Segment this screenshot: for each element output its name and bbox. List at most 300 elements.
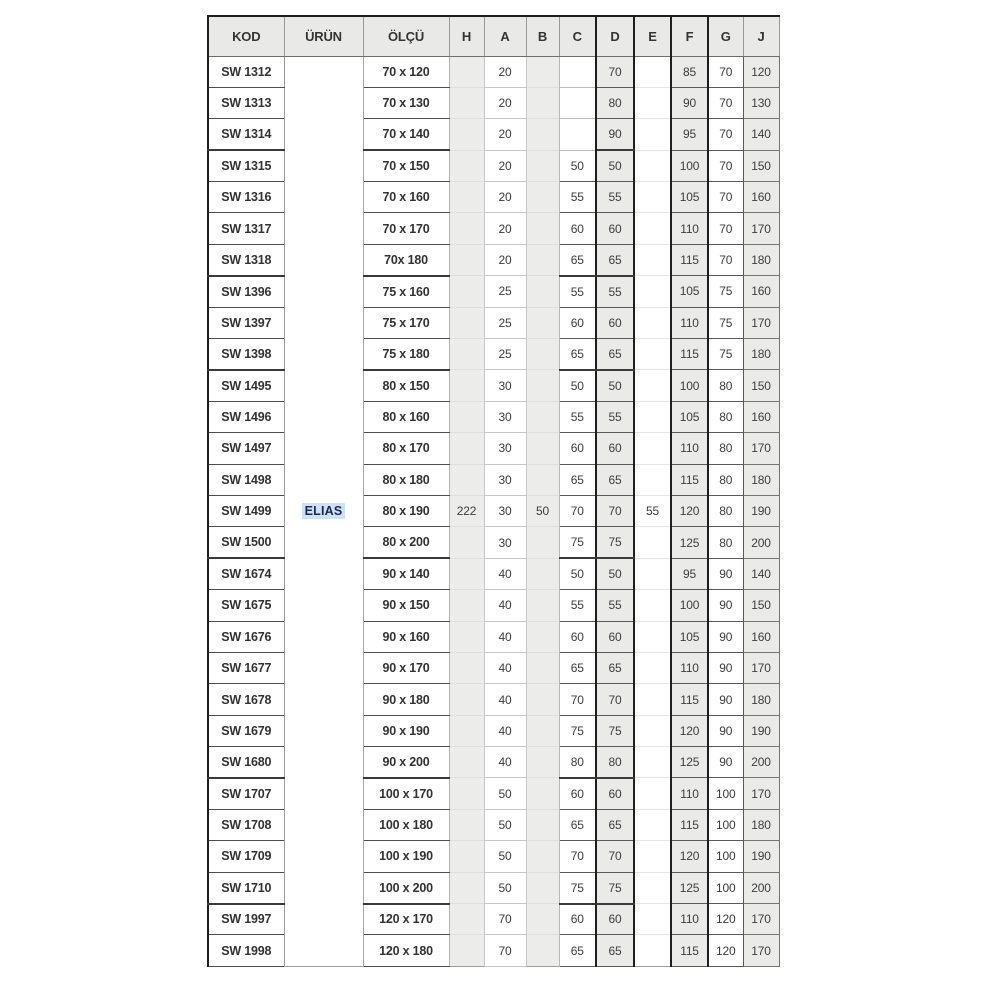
cell-d: 70 [596, 56, 634, 87]
cell-kod: SW 1397 [208, 307, 284, 338]
cell-g: 120 [708, 935, 743, 966]
cell-d: 65 [596, 339, 634, 370]
cell-g: 80 [708, 401, 743, 432]
cell-a: 50 [484, 841, 526, 872]
cell-g: 90 [708, 747, 743, 778]
cell-kod: SW 1997 [208, 904, 284, 935]
cell-a: 70 [484, 935, 526, 966]
cell-h [449, 307, 484, 338]
cell-a: 25 [484, 339, 526, 370]
column-header-e: E [634, 16, 671, 56]
cell-a: 30 [484, 433, 526, 464]
cell-d: 80 [596, 747, 634, 778]
cell-olcu: 90 x 170 [363, 652, 449, 683]
cell-h [449, 276, 484, 307]
cell-kod: SW 1707 [208, 778, 284, 809]
cell-f: 100 [671, 150, 708, 181]
cell-d: 80 [596, 87, 634, 118]
cell-d: 70 [596, 495, 634, 526]
cell-g: 100 [708, 872, 743, 903]
cell-d: 65 [596, 464, 634, 495]
cell-e [634, 119, 671, 150]
cell-g: 100 [708, 809, 743, 840]
cell-d: 65 [596, 809, 634, 840]
cell-e [634, 841, 671, 872]
cell-j: 160 [743, 621, 779, 652]
cell-e [634, 87, 671, 118]
cell-e [634, 150, 671, 181]
cell-h [449, 182, 484, 213]
cell-g: 90 [708, 652, 743, 683]
cell-b [526, 56, 559, 87]
cell-f: 110 [671, 904, 708, 935]
cell-g: 90 [708, 621, 743, 652]
cell-kod: SW 1674 [208, 558, 284, 589]
cell-e: 55 [634, 495, 671, 526]
cell-a: 30 [484, 527, 526, 558]
cell-j: 200 [743, 747, 779, 778]
cell-e [634, 182, 671, 213]
cell-j: 190 [743, 495, 779, 526]
cell-a: 40 [484, 558, 526, 589]
cell-d: 60 [596, 778, 634, 809]
cell-kod: SW 1314 [208, 119, 284, 150]
cell-h [449, 715, 484, 746]
cell-kod: SW 1709 [208, 841, 284, 872]
cell-d: 65 [596, 652, 634, 683]
cell-a: 40 [484, 684, 526, 715]
cell-olcu: 70 x 140 [363, 119, 449, 150]
cell-a: 40 [484, 652, 526, 683]
cell-f: 110 [671, 652, 708, 683]
column-header-h: H [449, 16, 484, 56]
cell-e [634, 904, 671, 935]
cell-e [634, 527, 671, 558]
cell-b [526, 841, 559, 872]
cell-kod: SW 1497 [208, 433, 284, 464]
column-header-olcu: ÖLÇÜ [363, 16, 449, 56]
cell-j: 130 [743, 87, 779, 118]
cell-c: 70 [559, 841, 596, 872]
cell-h [449, 433, 484, 464]
cell-g: 80 [708, 464, 743, 495]
cell-h [449, 778, 484, 809]
cell-a: 25 [484, 307, 526, 338]
cell-d: 70 [596, 684, 634, 715]
cell-f: 120 [671, 715, 708, 746]
cell-olcu: 80 x 180 [363, 464, 449, 495]
cell-kod: SW 1316 [208, 182, 284, 213]
cell-olcu: 90 x 160 [363, 621, 449, 652]
cell-j: 170 [743, 213, 779, 244]
cell-d: 55 [596, 276, 634, 307]
cell-olcu: 100 x 180 [363, 809, 449, 840]
product-name: ELIAS [302, 503, 346, 519]
cell-j: 170 [743, 433, 779, 464]
cell-c: 60 [559, 621, 596, 652]
cell-c: 65 [559, 809, 596, 840]
cell-f: 105 [671, 182, 708, 213]
cell-f: 105 [671, 621, 708, 652]
cell-d: 70 [596, 841, 634, 872]
cell-f: 120 [671, 841, 708, 872]
cell-olcu: 90 x 150 [363, 590, 449, 621]
cell-j: 140 [743, 558, 779, 589]
cell-b [526, 778, 559, 809]
cell-b [526, 401, 559, 432]
cell-b [526, 747, 559, 778]
cell-c: 80 [559, 747, 596, 778]
cell-g: 75 [708, 307, 743, 338]
cell-c: 75 [559, 872, 596, 903]
cell-b [526, 464, 559, 495]
cell-h [449, 150, 484, 181]
cell-e [634, 621, 671, 652]
cell-j: 200 [743, 872, 779, 903]
cell-g: 70 [708, 56, 743, 87]
cell-d: 65 [596, 935, 634, 966]
cell-d: 75 [596, 715, 634, 746]
cell-e [634, 307, 671, 338]
cell-e [634, 809, 671, 840]
cell-h [449, 935, 484, 966]
cell-h [449, 558, 484, 589]
cell-j: 160 [743, 182, 779, 213]
cell-a: 70 [484, 904, 526, 935]
cell-olcu: 120 x 180 [363, 935, 449, 966]
cell-f: 125 [671, 747, 708, 778]
cell-kod: SW 1313 [208, 87, 284, 118]
cell-g: 80 [708, 495, 743, 526]
cell-olcu: 70 x 150 [363, 150, 449, 181]
column-header-j: J [743, 16, 779, 56]
cell-h [449, 401, 484, 432]
cell-h [449, 747, 484, 778]
cell-c: 65 [559, 652, 596, 683]
cell-kod: SW 1710 [208, 872, 284, 903]
column-header-b: B [526, 16, 559, 56]
cell-j: 150 [743, 150, 779, 181]
cell-kod: SW 1676 [208, 621, 284, 652]
cell-b: 50 [526, 495, 559, 526]
cell-h [449, 56, 484, 87]
cell-kod: SW 1498 [208, 464, 284, 495]
cell-j: 140 [743, 119, 779, 150]
cell-c: 55 [559, 401, 596, 432]
cell-kod: SW 1312 [208, 56, 284, 87]
cell-e [634, 370, 671, 401]
column-header-f: F [671, 16, 708, 56]
cell-j: 170 [743, 307, 779, 338]
cell-b [526, 652, 559, 683]
cell-j: 150 [743, 370, 779, 401]
cell-olcu: 70 x 120 [363, 56, 449, 87]
cell-a: 20 [484, 87, 526, 118]
cell-j: 190 [743, 715, 779, 746]
cell-e [634, 590, 671, 621]
cell-kod: SW 1315 [208, 150, 284, 181]
cell-olcu: 80 x 160 [363, 401, 449, 432]
cell-d: 60 [596, 621, 634, 652]
cell-b [526, 558, 559, 589]
cell-g: 90 [708, 715, 743, 746]
cell-b [526, 339, 559, 370]
cell-c: 60 [559, 904, 596, 935]
cell-b [526, 307, 559, 338]
cell-a: 30 [484, 401, 526, 432]
cell-f: 115 [671, 684, 708, 715]
cell-h [449, 119, 484, 150]
cell-f: 100 [671, 590, 708, 621]
cell-kod: SW 1680 [208, 747, 284, 778]
cell-h [449, 339, 484, 370]
cell-c [559, 56, 596, 87]
cell-a: 50 [484, 872, 526, 903]
cell-a: 20 [484, 150, 526, 181]
cell-e [634, 778, 671, 809]
cell-a: 40 [484, 715, 526, 746]
cell-a: 20 [484, 244, 526, 275]
cell-j: 170 [743, 935, 779, 966]
cell-c: 60 [559, 778, 596, 809]
cell-olcu: 100 x 200 [363, 872, 449, 903]
cell-kod: SW 1318 [208, 244, 284, 275]
cell-j: 180 [743, 809, 779, 840]
cell-olcu: 80 x 170 [363, 433, 449, 464]
cell-d: 75 [596, 872, 634, 903]
cell-d: 55 [596, 401, 634, 432]
cell-a: 50 [484, 809, 526, 840]
column-header-urun: ÜRÜN [284, 16, 363, 56]
cell-h [449, 464, 484, 495]
cell-c: 50 [559, 558, 596, 589]
cell-g: 90 [708, 684, 743, 715]
cell-c: 60 [559, 213, 596, 244]
cell-e [634, 401, 671, 432]
cell-d: 55 [596, 182, 634, 213]
cell-a: 20 [484, 119, 526, 150]
cell-c: 55 [559, 276, 596, 307]
cell-c: 70 [559, 684, 596, 715]
cell-d: 55 [596, 590, 634, 621]
cell-j: 160 [743, 276, 779, 307]
cell-d: 50 [596, 150, 634, 181]
cell-c: 60 [559, 433, 596, 464]
cell-f: 110 [671, 778, 708, 809]
cell-h [449, 809, 484, 840]
cell-kod: SW 1679 [208, 715, 284, 746]
cell-kod: SW 1317 [208, 213, 284, 244]
cell-b [526, 119, 559, 150]
cell-g: 80 [708, 370, 743, 401]
cell-j: 190 [743, 841, 779, 872]
cell-a: 20 [484, 182, 526, 213]
cell-d: 90 [596, 119, 634, 150]
cell-g: 70 [708, 182, 743, 213]
cell-f: 105 [671, 276, 708, 307]
cell-b [526, 182, 559, 213]
cell-h [449, 244, 484, 275]
cell-olcu: 100 x 190 [363, 841, 449, 872]
cell-f: 115 [671, 339, 708, 370]
cell-f: 120 [671, 495, 708, 526]
cell-f: 125 [671, 872, 708, 903]
cell-g: 120 [708, 904, 743, 935]
cell-g: 75 [708, 339, 743, 370]
column-header-c: C [559, 16, 596, 56]
cell-g: 80 [708, 527, 743, 558]
cell-g: 80 [708, 433, 743, 464]
cell-e [634, 276, 671, 307]
cell-g: 70 [708, 244, 743, 275]
cell-a: 20 [484, 213, 526, 244]
cell-g: 100 [708, 841, 743, 872]
cell-j: 150 [743, 590, 779, 621]
cell-e [634, 935, 671, 966]
cell-c: 55 [559, 182, 596, 213]
product-name-cell [284, 56, 363, 966]
cell-d: 60 [596, 307, 634, 338]
cell-j: 170 [743, 652, 779, 683]
cell-g: 90 [708, 590, 743, 621]
cell-olcu: 100 x 170 [363, 778, 449, 809]
cell-olcu: 90 x 200 [363, 747, 449, 778]
cell-kod: SW 1499 [208, 495, 284, 526]
cell-b [526, 370, 559, 401]
cell-a: 30 [484, 370, 526, 401]
cell-h [449, 621, 484, 652]
cell-olcu: 75 x 180 [363, 339, 449, 370]
cell-j: 200 [743, 527, 779, 558]
cell-a: 20 [484, 56, 526, 87]
cell-f: 125 [671, 527, 708, 558]
cell-h [449, 370, 484, 401]
cell-j: 180 [743, 244, 779, 275]
cell-b [526, 904, 559, 935]
cell-kod: SW 1495 [208, 370, 284, 401]
cell-b [526, 715, 559, 746]
cell-f: 115 [671, 244, 708, 275]
cell-f: 115 [671, 935, 708, 966]
cell-kod: SW 1398 [208, 339, 284, 370]
cell-d: 60 [596, 904, 634, 935]
cell-b [526, 213, 559, 244]
cell-f: 110 [671, 213, 708, 244]
cell-e [634, 558, 671, 589]
cell-c [559, 119, 596, 150]
cell-a: 40 [484, 590, 526, 621]
cell-olcu: 70 x 160 [363, 182, 449, 213]
cell-olcu: 120 x 170 [363, 904, 449, 935]
cell-d: 50 [596, 370, 634, 401]
table-row [208, 56, 779, 87]
cell-g: 70 [708, 213, 743, 244]
cell-h [449, 590, 484, 621]
cell-h [449, 213, 484, 244]
cell-e [634, 715, 671, 746]
cell-kod: SW 1998 [208, 935, 284, 966]
cell-olcu: 90 x 140 [363, 558, 449, 589]
cell-olcu: 70 x 130 [363, 87, 449, 118]
cell-olcu: 70x 180 [363, 244, 449, 275]
cell-kod: SW 1396 [208, 276, 284, 307]
cell-f: 95 [671, 558, 708, 589]
cell-c: 70 [559, 495, 596, 526]
cell-g: 75 [708, 276, 743, 307]
cell-h [449, 841, 484, 872]
cell-e [634, 213, 671, 244]
cell-b [526, 244, 559, 275]
cell-h [449, 652, 484, 683]
cell-j: 180 [743, 684, 779, 715]
cell-e [634, 433, 671, 464]
cell-e [634, 464, 671, 495]
cell-h [449, 872, 484, 903]
cell-d: 75 [596, 527, 634, 558]
cell-b [526, 87, 559, 118]
column-header-g: G [708, 16, 743, 56]
cell-f: 110 [671, 433, 708, 464]
cell-b [526, 590, 559, 621]
cell-kod: SW 1708 [208, 809, 284, 840]
column-header-kod: KOD [208, 16, 284, 56]
cell-g: 70 [708, 87, 743, 118]
cell-olcu: 70 x 170 [363, 213, 449, 244]
cell-e [634, 244, 671, 275]
cell-f: 115 [671, 809, 708, 840]
cell-kod: SW 1678 [208, 684, 284, 715]
cell-f: 90 [671, 87, 708, 118]
cell-h [449, 87, 484, 118]
cell-olcu: 90 x 180 [363, 684, 449, 715]
cell-e [634, 339, 671, 370]
cell-b [526, 276, 559, 307]
cell-c: 75 [559, 715, 596, 746]
cell-d: 50 [596, 558, 634, 589]
cell-kod: SW 1675 [208, 590, 284, 621]
cell-g: 90 [708, 558, 743, 589]
cell-olcu: 90 x 190 [363, 715, 449, 746]
cell-a: 30 [484, 464, 526, 495]
cell-j: 160 [743, 401, 779, 432]
cell-j: 180 [743, 464, 779, 495]
cell-h [449, 684, 484, 715]
cell-f: 110 [671, 307, 708, 338]
cell-c: 55 [559, 590, 596, 621]
cell-c [559, 87, 596, 118]
cell-g: 100 [708, 778, 743, 809]
cell-h [449, 904, 484, 935]
cell-c: 65 [559, 339, 596, 370]
cell-h: 222 [449, 495, 484, 526]
cell-c: 60 [559, 307, 596, 338]
cell-e [634, 684, 671, 715]
cell-a: 40 [484, 747, 526, 778]
cell-b [526, 872, 559, 903]
cell-f: 105 [671, 401, 708, 432]
cell-a: 30 [484, 495, 526, 526]
cell-d: 60 [596, 433, 634, 464]
cell-j: 120 [743, 56, 779, 87]
cell-kod: SW 1677 [208, 652, 284, 683]
cell-b [526, 150, 559, 181]
cell-b [526, 433, 559, 464]
cell-b [526, 935, 559, 966]
cell-kod: SW 1500 [208, 527, 284, 558]
cell-e [634, 747, 671, 778]
cell-c: 50 [559, 370, 596, 401]
cell-olcu: 75 x 160 [363, 276, 449, 307]
